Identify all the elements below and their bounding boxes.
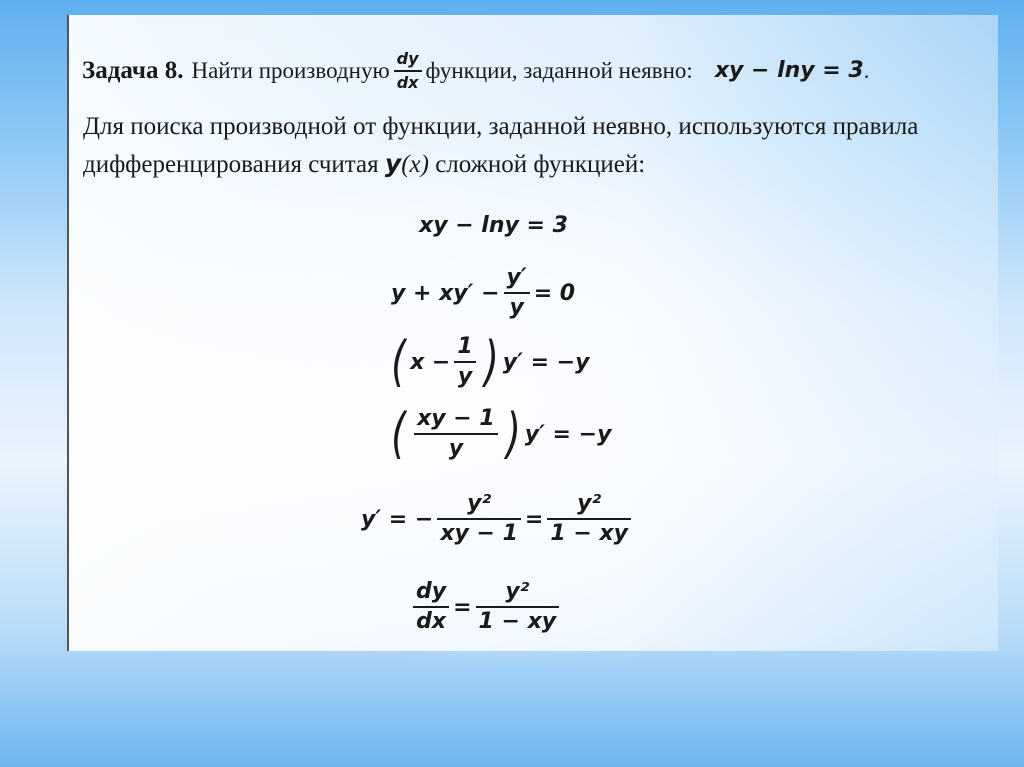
step-5-fraction-1 bbox=[437, 492, 521, 546]
fraction-bar bbox=[454, 361, 475, 363]
step-5-denominator-1: xy − 1 bbox=[440, 521, 518, 547]
step-5-numerator-2: y² bbox=[577, 491, 602, 516]
step-6-fraction-1 bbox=[413, 580, 449, 634]
step-1 bbox=[419, 213, 568, 238]
step-4-fraction bbox=[414, 407, 498, 461]
fraction-bar bbox=[504, 292, 530, 294]
step-2-left: y + xy′ − bbox=[391, 280, 500, 306]
intro-part2: сложной функцией: bbox=[435, 151, 646, 178]
step-3-inner: x − bbox=[410, 349, 451, 375]
step-6 bbox=[409, 580, 563, 634]
step-3-denominator: y bbox=[457, 364, 473, 390]
step-2 bbox=[391, 266, 575, 320]
intro-paragraph bbox=[83, 108, 993, 183]
step-6-denominator-2: 1 − xy bbox=[478, 609, 557, 635]
task-equation: xy − lny = 3 bbox=[714, 58, 864, 84]
step-5 bbox=[361, 492, 635, 546]
step-4-right: y′ = −y bbox=[524, 421, 612, 447]
derivative-fraction bbox=[394, 50, 422, 91]
task-title bbox=[82, 50, 869, 91]
intro-y: y bbox=[384, 149, 402, 178]
step-5-left: y′ = − bbox=[361, 506, 434, 532]
step-5-denominator-2: 1 − xy bbox=[550, 521, 628, 547]
step-2-fraction bbox=[504, 266, 530, 320]
left-paren: ( bbox=[391, 402, 406, 466]
step-3 bbox=[387, 330, 590, 394]
task-end: . bbox=[863, 57, 870, 83]
fraction-bar bbox=[476, 606, 560, 608]
derivative-denominator: dx bbox=[396, 72, 419, 92]
fraction-bar bbox=[437, 518, 521, 520]
step-5-numerator-1: y² bbox=[467, 491, 492, 516]
step-6-denominator-1: dx bbox=[416, 609, 447, 635]
task-suffix: функции, заданной неявно: bbox=[425, 57, 693, 83]
right-paren: ) bbox=[505, 402, 521, 466]
task-prefix: Найти производную bbox=[191, 57, 390, 83]
fraction-bar bbox=[414, 433, 498, 435]
right-paren: ) bbox=[483, 330, 499, 394]
intro-x: (x) bbox=[401, 151, 429, 178]
step-1-text: xy − lny = 3 bbox=[419, 213, 568, 238]
step-6-numerator-1: dy bbox=[416, 579, 447, 604]
step-3-right: y′ = −y bbox=[502, 349, 590, 375]
left-paren: ( bbox=[391, 330, 406, 394]
step-5-equals: = bbox=[524, 506, 544, 532]
step-2-numerator: y′ bbox=[506, 265, 527, 290]
step-5-fraction-2 bbox=[547, 492, 631, 546]
step-6-fraction-2 bbox=[476, 580, 560, 634]
step-4-numerator: xy − 1 bbox=[417, 406, 495, 431]
content-panel bbox=[67, 15, 998, 651]
fraction-bar bbox=[547, 518, 631, 520]
task-label: Задача 8. bbox=[82, 56, 184, 84]
step-4-denominator: y bbox=[448, 436, 464, 462]
fraction-bar bbox=[394, 70, 422, 72]
step-3-numerator: 1 bbox=[457, 334, 473, 359]
derivative-numerator: dy bbox=[396, 49, 419, 68]
step-2-right: = 0 bbox=[533, 280, 576, 306]
step-6-numerator-2: y² bbox=[505, 579, 530, 604]
intro-part1: Для поиска производной от функции, заданной неявно, используются правила дифференцирования считая bbox=[83, 113, 919, 178]
step-2-denominator: y bbox=[509, 295, 524, 321]
step-3-fraction bbox=[454, 335, 475, 389]
fraction-bar bbox=[413, 606, 449, 608]
step-4 bbox=[387, 402, 612, 466]
step-6-equals: = bbox=[453, 594, 472, 620]
